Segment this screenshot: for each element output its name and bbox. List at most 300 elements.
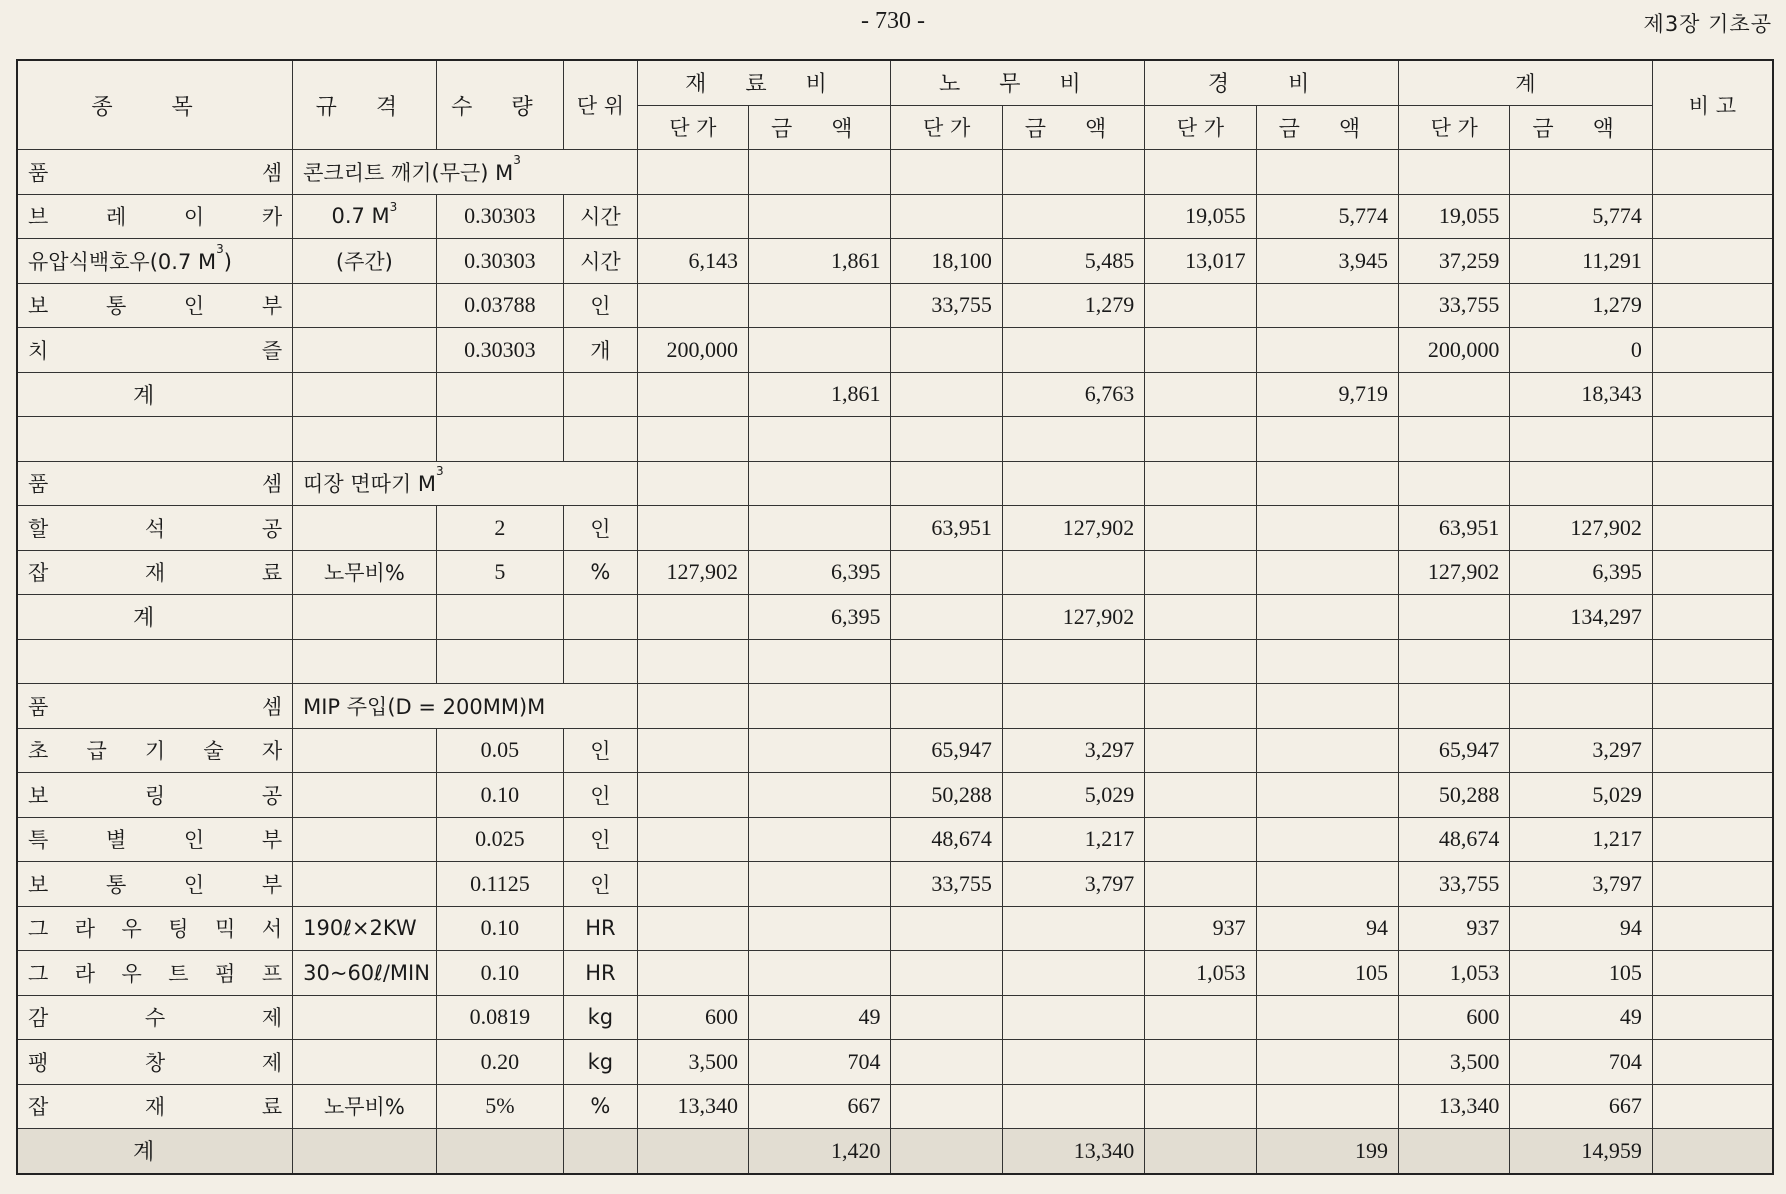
note-cell xyxy=(1652,951,1773,996)
spec-cell xyxy=(293,506,437,551)
expense-unit-price xyxy=(1145,283,1256,328)
header-total-amount: 금 액 xyxy=(1510,105,1652,150)
material-unit-price xyxy=(637,194,748,239)
empty-cell xyxy=(749,684,891,729)
empty-cell xyxy=(564,1129,638,1174)
item-name-spread xyxy=(28,201,282,231)
item-name xyxy=(17,862,293,907)
expense-amount: 199 xyxy=(1256,1129,1398,1174)
labor-unit-price: 63,951 xyxy=(891,506,1002,551)
total-amount: 3,797 xyxy=(1510,862,1652,907)
expense-amount xyxy=(1256,728,1398,773)
header-expense-amount: 금 액 xyxy=(1256,105,1398,150)
empty-cell xyxy=(564,639,638,684)
table-row xyxy=(17,773,1773,818)
labor-unit-price xyxy=(891,1084,1002,1129)
spec-text: 190ℓ×2KW xyxy=(303,916,417,941)
expense-amount xyxy=(1256,817,1398,862)
empty-cell xyxy=(749,417,891,462)
unit: 인 xyxy=(564,283,638,328)
expense-amount xyxy=(1256,862,1398,907)
expense-unit-price xyxy=(1145,550,1256,595)
blank-row xyxy=(17,417,1773,462)
item-char: 석 xyxy=(144,516,166,541)
table-row xyxy=(17,1084,1773,1129)
empty-cell xyxy=(1652,639,1773,684)
empty-cell xyxy=(1399,417,1510,462)
expense-unit-price: 13,017 xyxy=(1145,239,1256,284)
note-cell xyxy=(1652,550,1773,595)
empty-cell xyxy=(1002,639,1144,684)
labor-unit-price xyxy=(891,550,1002,595)
total-unit-price: 13,340 xyxy=(1399,1084,1510,1129)
item-char: 특 xyxy=(28,828,49,853)
labor-amount: 3,797 xyxy=(1002,862,1144,907)
empty-cell xyxy=(436,417,563,462)
empty-cell xyxy=(1399,461,1510,506)
spec-text: 0.7 M xyxy=(331,204,390,229)
item-name xyxy=(17,461,293,506)
material-unit-price xyxy=(637,951,748,996)
item-name xyxy=(17,283,293,328)
empty-cell xyxy=(1399,150,1510,195)
note-cell xyxy=(1652,906,1773,951)
note-cell xyxy=(1652,1040,1773,1085)
item-name-spread xyxy=(28,513,282,543)
section-header-row xyxy=(17,150,1773,195)
item-char: 잡 xyxy=(28,1095,49,1120)
empty-cell xyxy=(1510,684,1652,729)
item-char: 인 xyxy=(183,294,205,319)
item-char: 기 xyxy=(144,739,166,764)
material-unit-price: 13,340 xyxy=(637,1084,748,1129)
item-char: 보 xyxy=(28,872,49,897)
expense-unit-price xyxy=(1145,817,1256,862)
expense-unit-price xyxy=(1145,1040,1256,1085)
item-name-spread xyxy=(28,780,282,810)
empty-cell xyxy=(637,372,748,417)
item-char: 링 xyxy=(144,783,166,808)
section-spec xyxy=(293,461,638,506)
empty-cell xyxy=(891,461,1002,506)
labor-unit-price xyxy=(891,328,1002,373)
item-char: 즐 xyxy=(261,338,283,363)
empty-cell xyxy=(1145,461,1256,506)
spec-cell xyxy=(293,817,437,862)
empty-cell xyxy=(564,595,638,640)
labor-amount: 3,297 xyxy=(1002,728,1144,773)
subtotal-row xyxy=(17,595,1773,640)
note-cell xyxy=(1652,239,1773,284)
empty-cell xyxy=(1510,461,1652,506)
labor-amount xyxy=(1002,1040,1144,1085)
quantity: 0.30303 xyxy=(436,328,563,373)
quantity: 0.10 xyxy=(436,773,563,818)
item-name xyxy=(17,150,293,195)
item-char: 술 xyxy=(203,739,224,764)
unit: 시간 xyxy=(564,194,638,239)
material-unit-price xyxy=(637,817,748,862)
expense-amount: 5,774 xyxy=(1256,194,1398,239)
item-char: 별 xyxy=(105,828,127,853)
quantity: 0.0819 xyxy=(436,995,563,1040)
labor-unit-price: 18,100 xyxy=(891,239,1002,284)
material-amount: 49 xyxy=(749,995,891,1040)
labor-unit-price xyxy=(891,1040,1002,1085)
total-amount: 14,959 xyxy=(1510,1129,1652,1174)
table-row xyxy=(17,995,1773,1040)
expense-amount xyxy=(1256,550,1398,595)
total-unit-price: 3,500 xyxy=(1399,1040,1510,1085)
expense-unit-price: 19,055 xyxy=(1145,194,1256,239)
item-char: 카 xyxy=(261,205,283,230)
material-amount xyxy=(749,728,891,773)
total-amount: 3,297 xyxy=(1510,728,1652,773)
total-unit-price: 127,902 xyxy=(1399,550,1510,595)
total-amount: 49 xyxy=(1510,995,1652,1040)
section-spec xyxy=(293,150,638,195)
section-spec-text: 띠장 면따기 M xyxy=(303,472,437,497)
total-unit-price: 33,755 xyxy=(1399,283,1510,328)
material-amount: 667 xyxy=(749,1084,891,1129)
item-char: 셈 xyxy=(261,160,283,185)
total-amount: 18,343 xyxy=(1510,372,1652,417)
empty-cell xyxy=(1145,1129,1256,1174)
section-spec-text: 콘크리트 깨기(무근) M xyxy=(303,160,514,185)
empty-cell xyxy=(891,417,1002,462)
item-name xyxy=(17,728,293,773)
spec-superscript: 3 xyxy=(389,200,398,215)
labor-amount xyxy=(1002,550,1144,595)
total-amount: 704 xyxy=(1510,1040,1652,1085)
empty-cell xyxy=(1002,684,1144,729)
labor-amount xyxy=(1002,951,1144,996)
note-cell xyxy=(1652,1129,1773,1174)
empty-cell xyxy=(1652,417,1773,462)
section-header-row xyxy=(17,684,1773,729)
total-unit-price: 200,000 xyxy=(1399,328,1510,373)
spec-cell xyxy=(293,951,437,996)
spec-cell xyxy=(293,328,437,373)
spec-cell xyxy=(293,773,437,818)
table-row xyxy=(17,862,1773,907)
material-unit-price: 200,000 xyxy=(637,328,748,373)
empty-cell xyxy=(293,639,437,684)
empty-cell xyxy=(1145,372,1256,417)
labor-amount: 1,217 xyxy=(1002,817,1144,862)
item-char: 창 xyxy=(144,1050,166,1075)
item-char: 라 xyxy=(74,917,96,942)
section-spec-superscript: 3 xyxy=(513,152,521,167)
empty-cell xyxy=(1399,595,1510,640)
expense-unit-price xyxy=(1145,773,1256,818)
item-name xyxy=(17,1084,293,1129)
quantity: 0.03788 xyxy=(436,283,563,328)
item-name-spread xyxy=(28,691,282,721)
empty-cell xyxy=(637,1129,748,1174)
unit: 개 xyxy=(564,328,638,373)
labor-amount xyxy=(1002,1084,1144,1129)
total-amount: 127,902 xyxy=(1510,506,1652,551)
header-total: 계 xyxy=(1399,60,1653,105)
total-unit-price: 48,674 xyxy=(1399,817,1510,862)
empty-cell xyxy=(1510,417,1652,462)
empty-cell xyxy=(891,150,1002,195)
item-name xyxy=(17,817,293,862)
quantity: 0.10 xyxy=(436,906,563,951)
empty-cell xyxy=(749,639,891,684)
labor-amount: 127,902 xyxy=(1002,595,1144,640)
material-amount: 1,861 xyxy=(749,372,891,417)
material-amount xyxy=(749,506,891,551)
item-name-spread xyxy=(28,735,282,765)
empty-cell xyxy=(637,684,748,729)
total-amount: 1,279 xyxy=(1510,283,1652,328)
empty-cell xyxy=(436,1129,563,1174)
quantity: 0.30303 xyxy=(436,194,563,239)
item-char: 보 xyxy=(28,783,49,808)
item-name-spread xyxy=(28,157,282,187)
material-unit-price xyxy=(637,862,748,907)
empty-cell xyxy=(1652,461,1773,506)
cost-table xyxy=(16,59,1774,1175)
empty-cell xyxy=(1002,150,1144,195)
empty-cell xyxy=(1399,684,1510,729)
empty-cell xyxy=(1145,639,1256,684)
note-cell xyxy=(1652,728,1773,773)
item-char: 품 xyxy=(28,694,49,719)
item-name xyxy=(17,550,293,595)
material-unit-price xyxy=(637,728,748,773)
item-char: 우 xyxy=(121,917,142,942)
labor-amount: 127,902 xyxy=(1002,506,1144,551)
labor-amount xyxy=(1002,906,1144,951)
labor-amount: 13,340 xyxy=(1002,1129,1144,1174)
note-cell xyxy=(1652,283,1773,328)
subtotal-label: 계 xyxy=(17,372,293,417)
subtotal-label: 계 xyxy=(17,1129,293,1174)
empty-cell xyxy=(1399,372,1510,417)
empty-cell xyxy=(1256,150,1398,195)
item-name xyxy=(17,194,293,239)
total-amount: 5,774 xyxy=(1510,194,1652,239)
total-unit-price: 50,288 xyxy=(1399,773,1510,818)
spec-cell xyxy=(293,862,437,907)
item-name-spread xyxy=(28,1091,282,1121)
item-char: 제 xyxy=(261,1050,283,1075)
material-unit-price xyxy=(637,506,748,551)
item-char: 공 xyxy=(261,516,283,541)
empty-cell xyxy=(1399,1129,1510,1174)
material-amount: 1,861 xyxy=(749,239,891,284)
table-row xyxy=(17,283,1773,328)
table-row xyxy=(17,328,1773,373)
quantity: 2 xyxy=(436,506,563,551)
item-char: 셈 xyxy=(261,472,283,497)
note-cell xyxy=(1652,506,1773,551)
item-char: 팅 xyxy=(168,917,189,942)
quantity: 0.30303 xyxy=(436,239,563,284)
note-cell xyxy=(1652,328,1773,373)
unit: kg xyxy=(564,995,638,1040)
expense-unit-price xyxy=(1145,328,1256,373)
total-amount: 11,291 xyxy=(1510,239,1652,284)
spec-cell xyxy=(293,1084,437,1129)
spec-text: 노무비% xyxy=(323,1095,405,1120)
item-char: 품 xyxy=(28,160,49,185)
quantity: 0.10 xyxy=(436,951,563,996)
total-amount: 134,297 xyxy=(1510,595,1652,640)
item-char: 부 xyxy=(261,872,283,897)
empty-cell xyxy=(1145,417,1256,462)
item-name xyxy=(17,995,293,1040)
item-name xyxy=(17,239,293,284)
total-amount: 0 xyxy=(1510,328,1652,373)
item-char: 그 xyxy=(28,917,49,942)
labor-unit-price xyxy=(891,995,1002,1040)
total-amount: 1,217 xyxy=(1510,817,1652,862)
material-unit-price xyxy=(637,773,748,818)
item-name xyxy=(17,951,293,996)
material-amount xyxy=(749,906,891,951)
empty-cell xyxy=(1145,150,1256,195)
item-char: 팽 xyxy=(28,1050,49,1075)
item-char: 제 xyxy=(261,1006,283,1031)
material-unit-price: 600 xyxy=(637,995,748,1040)
empty-cell xyxy=(637,417,748,462)
item-char: 재 xyxy=(144,561,166,586)
header-labor-unit-price: 단 가 xyxy=(891,105,1002,150)
material-amount xyxy=(749,862,891,907)
empty-cell xyxy=(749,461,891,506)
item-char: 서 xyxy=(261,917,283,942)
item-char: 통 xyxy=(105,294,127,319)
expense-amount: 3,945 xyxy=(1256,239,1398,284)
header-spec: 규 격 xyxy=(293,60,437,150)
empty-cell xyxy=(891,372,1002,417)
subtotal-label: 계 xyxy=(17,595,293,640)
header-labor: 노 무 비 xyxy=(891,60,1145,105)
item-char: 자 xyxy=(261,739,283,764)
table-row xyxy=(17,1040,1773,1085)
header-note: 비 고 xyxy=(1652,60,1773,150)
item-char: 통 xyxy=(105,872,127,897)
empty-cell xyxy=(293,1129,437,1174)
note-cell xyxy=(1652,862,1773,907)
empty-cell xyxy=(17,639,293,684)
item-char: 펌 xyxy=(215,961,236,986)
expense-amount: 9,719 xyxy=(1256,372,1398,417)
labor-unit-price xyxy=(891,951,1002,996)
quantity: 5 xyxy=(436,550,563,595)
material-unit-price: 6,143 xyxy=(637,239,748,284)
total-unit-price: 937 xyxy=(1399,906,1510,951)
spec-cell xyxy=(293,239,437,284)
item-char: 인 xyxy=(183,828,205,853)
table-row xyxy=(17,906,1773,951)
labor-unit-price: 33,755 xyxy=(891,283,1002,328)
labor-amount: 5,485 xyxy=(1002,239,1144,284)
item-char: 료 xyxy=(261,1095,283,1120)
table-body xyxy=(17,150,1773,1174)
empty-cell xyxy=(1002,417,1144,462)
empty-cell xyxy=(637,461,748,506)
item-name-spread xyxy=(28,958,282,988)
empty-cell xyxy=(293,372,437,417)
item-char: 프 xyxy=(261,961,283,986)
empty-cell xyxy=(637,150,748,195)
total-unit-price: 1,053 xyxy=(1399,951,1510,996)
item-char: 라 xyxy=(74,961,96,986)
empty-cell xyxy=(1256,684,1398,729)
item-text: 유압식백호우(0.7 M xyxy=(28,249,217,274)
header-item: 종 목 xyxy=(17,60,293,150)
item-name xyxy=(17,684,293,729)
empty-cell xyxy=(891,639,1002,684)
unit: 인 xyxy=(564,728,638,773)
item-char: 감 xyxy=(28,1006,49,1031)
spec-text: (주간) xyxy=(335,249,393,274)
item-name-spread xyxy=(28,557,282,587)
item-name-spread xyxy=(28,468,282,498)
empty-cell xyxy=(564,372,638,417)
table-row xyxy=(17,817,1773,862)
empty-cell xyxy=(564,417,638,462)
total-amount: 105 xyxy=(1510,951,1652,996)
item-char: 급 xyxy=(86,739,107,764)
spec-text: 30~60ℓ/MIN xyxy=(303,960,430,985)
expense-amount xyxy=(1256,328,1398,373)
quantity: 0.1125 xyxy=(436,862,563,907)
item-char: 수 xyxy=(144,1006,166,1031)
spec-text: 노무비% xyxy=(323,561,405,586)
page-number: - 730 - xyxy=(861,8,925,34)
expense-unit-price: 937 xyxy=(1145,906,1256,951)
quantity: 0.20 xyxy=(436,1040,563,1085)
item-tail: ) xyxy=(223,249,232,274)
empty-cell xyxy=(436,595,563,640)
header-unit: 단 위 xyxy=(564,60,638,150)
item-name xyxy=(17,506,293,551)
empty-cell xyxy=(1652,150,1773,195)
header-total-unit-price: 단 가 xyxy=(1399,105,1510,150)
empty-cell xyxy=(293,417,437,462)
empty-cell xyxy=(1256,639,1398,684)
spec-cell xyxy=(293,194,437,239)
empty-cell xyxy=(17,417,293,462)
expense-amount: 105 xyxy=(1256,951,1398,996)
item-name-spread xyxy=(28,335,282,365)
item-name xyxy=(17,773,293,818)
header-material-amount: 금 액 xyxy=(749,105,891,150)
expense-amount xyxy=(1256,595,1398,640)
table-row xyxy=(17,506,1773,551)
total-amount: 5,029 xyxy=(1510,773,1652,818)
material-amount xyxy=(749,194,891,239)
item-name-spread xyxy=(28,824,282,854)
total-amount: 94 xyxy=(1510,906,1652,951)
empty-cell xyxy=(1510,639,1652,684)
subtotal-row xyxy=(17,1129,1773,1174)
material-amount: 704 xyxy=(749,1040,891,1085)
item-char: 믹 xyxy=(215,917,236,942)
item-char: 할 xyxy=(28,516,49,541)
expense-amount xyxy=(1256,506,1398,551)
empty-cell xyxy=(1256,461,1398,506)
table-row xyxy=(17,951,1773,996)
unit: % xyxy=(564,550,638,595)
labor-amount: 1,279 xyxy=(1002,283,1144,328)
